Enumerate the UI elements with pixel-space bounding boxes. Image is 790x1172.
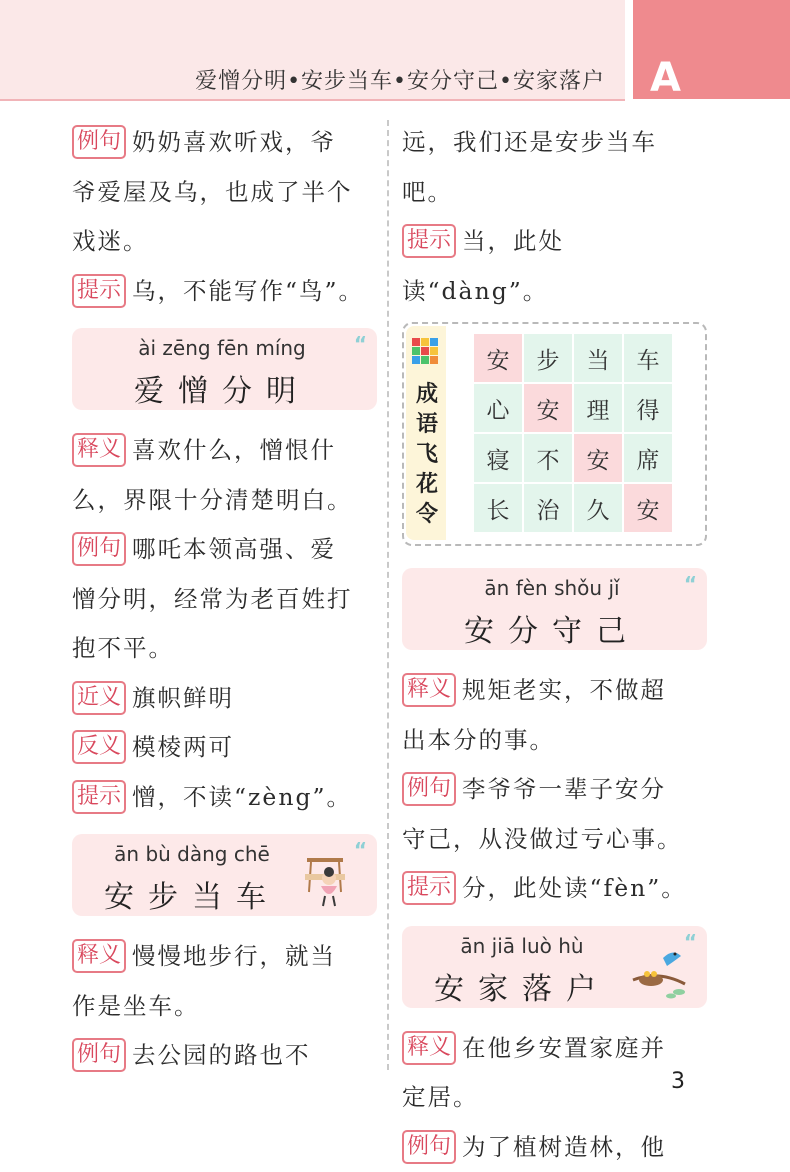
section-letter: A [650,55,681,101]
quote-mark-icon: “ [684,930,697,954]
grid-cell: 得 [624,384,672,432]
example-paragraph: 例句 李爷爷一辈子安分 守己，从没做过亏心事。 [402,765,707,864]
grid-cell: 不 [524,434,572,482]
grid-cell: 安 [474,334,522,382]
grid-label: 成 语 飞 花 令 [408,380,446,530]
page-header [0,0,625,101]
grid-cell: 心 [474,384,522,432]
grid-cell: 久 [574,484,622,532]
idiom-card-anbudangche [72,834,377,916]
tip-tag: 提示 [402,224,456,258]
example-paragraph: 例句 去公园的路也不 [72,1031,377,1081]
example-tag: 例句 [72,125,126,159]
example-tag: 例句 [402,772,456,806]
idiom-grid [474,334,674,534]
meaning-tag: 释义 [402,1031,456,1065]
example-tag: 例句 [402,1130,456,1164]
grid-cell: 当 [574,334,622,382]
idiom-title: 安步当车 [72,872,312,916]
header-title: 爱憎分明•安步当车•安分守己•安家落户 [195,64,605,95]
idiom-card-anjialuohu [402,926,707,1008]
grid-cell: 安 [624,484,672,532]
column-divider [387,120,389,1070]
idiom-pinyin: ài zēng fēn míng [92,336,352,360]
idiom-title: 安分守己 [422,606,682,650]
bird-nest-illustration [629,940,689,1000]
tip-tag: 提示 [72,274,126,308]
antonym-tag: 反义 [72,730,126,764]
example-paragraph: 例句 奶奶喜欢听戏，爷 爷爱屋及乌，也成了半个 戏迷。 [72,118,377,267]
example-paragraph: 例句 为了植树造林，他 [402,1123,707,1172]
tip-paragraph: 提示 乌，不能写作“鸟”。 [72,267,377,317]
antonym-paragraph: 反义 模棱两可 [72,723,377,773]
quote-mark-icon: “ [684,572,697,596]
idiom-card-aizengfenming [72,328,377,410]
grid-cell: 席 [624,434,672,482]
meaning-paragraph: 释义 喜欢什么，憎恨什 么，界限十分清楚明白。 [72,426,377,525]
meaning-tag: 释义 [402,673,456,707]
idiom-pinyin: ān jiā luò hù [402,934,642,958]
page-number: 3 [671,1069,685,1094]
grid-cell: 安 [574,434,622,482]
meaning-tag: 释义 [72,433,126,467]
idiom-title: 安家落户 [402,964,642,1008]
grid-cell: 安 [524,384,572,432]
grid-cell: 寝 [474,434,522,482]
quote-mark-icon: “ [354,332,367,356]
meaning-paragraph: 释义 在他乡安置家庭并 定居。 [402,1024,707,1123]
tip-paragraph: 提示 当，此处读“dàng”。 [402,217,707,316]
idiom-grid-panel [402,322,707,546]
tip-paragraph: 提示 分，此处读“fèn”。 [402,864,707,914]
grid-cell: 治 [524,484,572,532]
idiom-card-anfenshouji [402,568,707,650]
tip-tag: 提示 [402,871,456,905]
synonym-tag: 近义 [72,681,126,715]
right-column [402,118,707,1172]
meaning-paragraph: 释义 慢慢地步行，就当 作是坐车。 [72,932,377,1031]
tip-tag: 提示 [72,780,126,814]
meaning-tag: 释义 [72,939,126,973]
meaning-paragraph: 释义 规矩老实，不做超 出本分的事。 [402,666,707,765]
example-paragraph: 例句 哪吒本领高强、爱 憎分明，经常为老百姓打 抱不平。 [72,525,377,674]
grid-cell: 车 [624,334,672,382]
quote-mark-icon: “ [354,838,367,862]
example-tag: 例句 [72,532,126,566]
idiom-title: 爱憎分明 [92,366,352,410]
idiom-pinyin: ān fèn shǒu jǐ [422,576,682,600]
left-column [72,118,377,1081]
continued-paragraph: 远，我们还是安步当车吧。 [402,118,707,217]
synonym-paragraph: 近义 旗帜鲜明 [72,674,377,724]
grid-cell: 理 [574,384,622,432]
grid-cell: 步 [524,334,572,382]
tip-paragraph: 提示 憎，不读“zèng”。 [72,773,377,823]
example-tag: 例句 [72,1038,126,1072]
rubiks-cube-icon [410,336,440,366]
idiom-pinyin: ān bù dàng chē [72,842,312,866]
child-walking-illustration [299,848,359,908]
grid-cell: 长 [474,484,522,532]
